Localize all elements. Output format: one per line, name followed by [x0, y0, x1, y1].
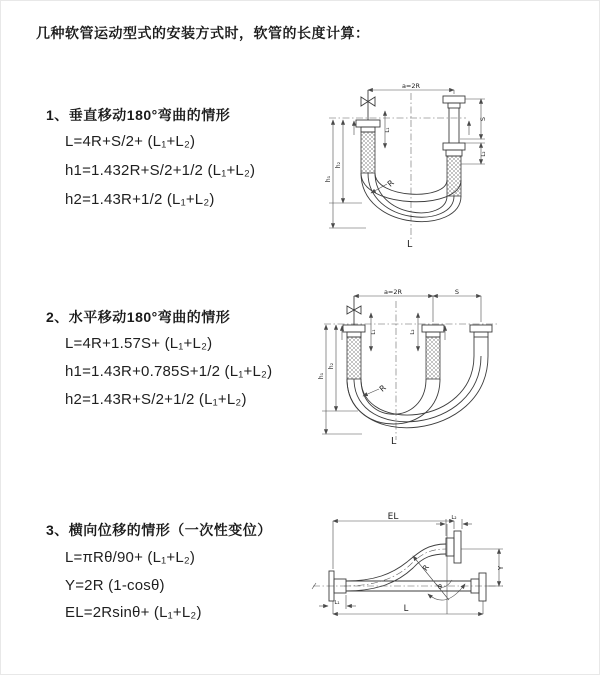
section1-formula-h2: h2=1.43R+1/2 (L₁+L₂)	[65, 191, 215, 208]
dim-l2-label: L₂	[481, 151, 487, 157]
right-fitting	[470, 325, 492, 337]
section1-formula-h1: h1=1.432R+S/2+1/2 (L₁+L₂)	[65, 162, 256, 179]
dim-s-label: S	[479, 116, 487, 122]
right-braided-hose	[447, 156, 461, 196]
section2-formula-l: L=4R+1.57S+ (L₁+L₂)	[65, 335, 213, 352]
dim-l1	[371, 313, 377, 351]
dim-s	[460, 99, 487, 139]
length-label: L	[391, 436, 397, 447]
dim-l2-label: L₂	[451, 515, 457, 521]
right-upper-flange	[446, 531, 461, 563]
middle-fitting	[422, 325, 444, 337]
diagram-lateral-displacement	[306, 511, 561, 629]
section3-formula-el: EL=2Rsinθ+ (L₁+L₂)	[65, 604, 202, 621]
right-lower-flange	[471, 573, 486, 601]
dim-h1-label: h₁	[318, 372, 325, 380]
dim-l1-label: L₁	[385, 127, 391, 133]
dim-y	[461, 549, 505, 586]
section1-heading: 1、垂直移动180°弯曲的情形	[46, 107, 231, 123]
section2-heading: 2、水平移动180°弯曲的情形	[46, 309, 231, 325]
radius-label: R	[385, 178, 396, 189]
dim-s-label: S	[454, 288, 460, 296]
dim-l	[333, 601, 483, 614]
dim-l2	[410, 313, 418, 351]
dim-l1-label: L₁	[334, 600, 340, 606]
right-fitting-upper	[443, 96, 465, 108]
right-fitting-lower	[443, 143, 465, 156]
dim-h1	[325, 120, 366, 228]
radius-callout	[413, 556, 449, 600]
section1-formula-l: L=4R+S/2+ (L₁+L₂)	[65, 133, 196, 150]
dim-y-label: Y	[497, 565, 505, 571]
angle-theta-label: θ	[438, 583, 442, 591]
dim-l1-label: L₁	[371, 329, 377, 335]
section2-formula-h1: h1=1.43R+0.785S+1/2 (L₁+L₂)	[65, 363, 273, 380]
left-braided-hose	[361, 132, 375, 173]
radius-label: R	[420, 563, 431, 573]
middle-braided-hose	[426, 337, 440, 379]
dim-h2-label: h₂	[328, 362, 335, 370]
hose-s-curve	[344, 544, 446, 591]
dim-l-label: L	[403, 604, 409, 614]
radius-callout	[363, 383, 388, 396]
dim-a2r	[354, 288, 433, 322]
left-fitting	[356, 120, 380, 132]
dim-a2r-label: a=2R	[401, 82, 421, 90]
dim-el	[333, 512, 457, 569]
dim-l1	[319, 595, 356, 609]
right-pipe	[449, 108, 459, 143]
dim-s	[433, 288, 481, 322]
length-label: L	[407, 239, 413, 250]
dim-h2-label: h₂	[335, 161, 342, 169]
right-pipe	[474, 337, 488, 356]
dim-a2r-label: a=2R	[383, 288, 403, 296]
hose-curves	[347, 356, 488, 428]
diagram-horizontal-180-bend	[314, 284, 534, 454]
section3-heading: 3、横向位移的情形（一次性变位）	[46, 522, 272, 538]
dim-a2r	[368, 82, 454, 94]
left-braided-hose	[347, 337, 361, 379]
page-title: 几种软管运动型式的安装方式时，软管的长度计算：	[36, 25, 370, 41]
dim-l2-label: L₂	[410, 329, 416, 335]
section3-formula-l: L=πRθ/90+ (L₁+L₂)	[65, 549, 196, 566]
dim-h2	[329, 120, 362, 203]
section2-formula-h2: h2=1.43R+S/2+1/2 (L₁+L₂)	[65, 391, 247, 408]
dim-h1-label: h₁	[325, 175, 332, 183]
left-fitting	[343, 325, 365, 337]
radius-label: R	[377, 383, 388, 394]
dim-el-label: EL	[387, 512, 399, 522]
section3-formula-y: Y=2R (1-cosθ)	[65, 577, 165, 594]
diagram-vertical-180-bend	[314, 79, 599, 257]
dim-l1	[385, 111, 391, 148]
